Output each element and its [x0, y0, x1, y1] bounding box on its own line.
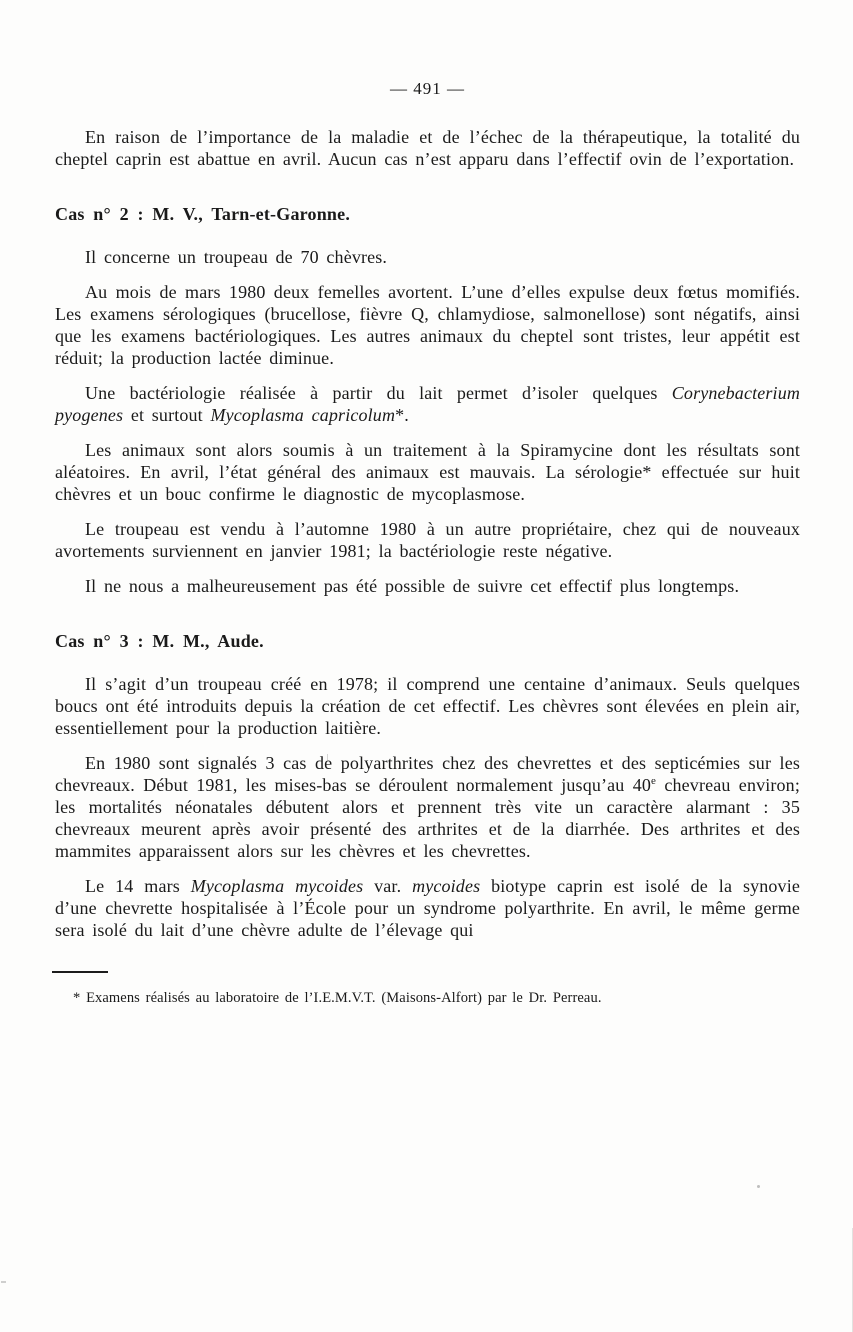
scan-artifact-tick	[327, 754, 328, 762]
footnote-text: * Examens réalisés au laboratoire de l’I.E.M.V.T. (Maisons-Alfort) par le Dr. Perreau.	[73, 990, 602, 1006]
footnote-rule	[52, 971, 108, 973]
footnote-block	[55, 971, 800, 1007]
scan-artifact-dash	[1, 1281, 6, 1283]
species-name-italic: Corynebacterium pyogenes	[55, 383, 800, 425]
text-run: biotype caprin est isolé de la synovie d’une chevrette hospitalisée à l’École pour un syndrome polyarthrite. En avril, le même germe sera isolé du lait d’une chèvre adulte de l’élevage qui	[55, 876, 801, 940]
species-name-italic: mycoides	[412, 876, 481, 896]
text-run: chevreau environ; les mortalités néonatales débutent alors et prennent très vite un caractère alarmant : 35 chevreaux meurent après avoir présenté des arthrites et de la diarrhée. Des arthrites et des mammites apparaissent alors sur les chèvres et les chevrettes.	[55, 775, 800, 861]
section-heading-case3: Cas n° 3 : M. M., Aude.	[55, 631, 264, 651]
paragraph-case2-followup: Il ne nous a malheureusement pas été possible de suivre cet effectif plus longtemps.	[85, 576, 740, 596]
page-number: — 491 —	[390, 79, 465, 98]
paragraph-case2-treatment: Les animaux sont alors soumis à un traitement à la Spiramycine dont les résultats sont aléatoires. En avril, l’état général des animaux est mauvais. La sérologie* effectuée sur huit chèvres et un bouc confirme le diagnostic de mycoplasmose.	[55, 440, 800, 504]
species-name-italic: Mycoplasma mycoides	[190, 876, 364, 896]
paragraph-intro: En raison de l’importance de la maladie et de l’échec de la thérapeutique, la totalité du cheptel caprin est abattue en avril. Aucun cas n’est apparu dans l’effectif ovin de l’exportation.	[55, 127, 800, 169]
ordinal-superscript: e	[651, 775, 657, 787]
text-column	[55, 78, 800, 1007]
scan-artifact-dot	[757, 1185, 760, 1188]
paragraph-case2-sale: Le troupeau est vendu à l’automne 1980 à un autre propriétaire, chez qui de nouveaux avortements surviennent en janvier 1981; la bactériologie reste négative.	[55, 519, 800, 561]
text-run: *.	[395, 405, 409, 425]
paragraph-case3-isolation	[55, 875, 800, 941]
text-run: Une bactériologie réalisée à partir du lait permet d’isoler quelques	[85, 383, 672, 403]
paragraph-case2-march1980: Au mois de mars 1980 deux femelles avortent. L’une d’elles expulse deux fœtus momifiés. Les examens sérologiques (brucellose, fièvre Q, chlamydiose, salmonellose) sont négatifs, ainsi que les examens bactériologiques. Les autres animaux du cheptel sont tristes, leur appétit est réduit; la production lactée diminue.	[55, 282, 800, 368]
paragraph-case2-herd: Il concerne un troupeau de 70 chèvres.	[85, 247, 388, 267]
paragraph-case2-bacteriology	[55, 382, 800, 426]
text-run: et surtout	[123, 405, 211, 425]
paragraph-case3-herd: Il s’agit d’un troupeau créé en 1978; il comprend une centaine d’animaux. Seuls quelques boucs ont été introduits depuis la création de cet effectif. Les chèvres sont élevées en plein air, essentiellement pour la production laitière.	[55, 674, 800, 738]
section-heading-case2: Cas n° 2 : M. V., Tarn-et-Garonne.	[55, 204, 351, 224]
text-run: Le 14 mars	[85, 876, 191, 896]
paragraph-case3-1980-1981	[55, 752, 800, 862]
text-run: var.	[363, 876, 413, 896]
species-name-italic: Mycoplasma capricolum	[210, 405, 396, 425]
text-run: En 1980 sont signalés 3 cas de polyarthrites chez des chevrettes et des septicémies sur les chevreaux. Début 1981, les mises-bas se déroulent normalement jusqu’au 40	[55, 753, 800, 795]
